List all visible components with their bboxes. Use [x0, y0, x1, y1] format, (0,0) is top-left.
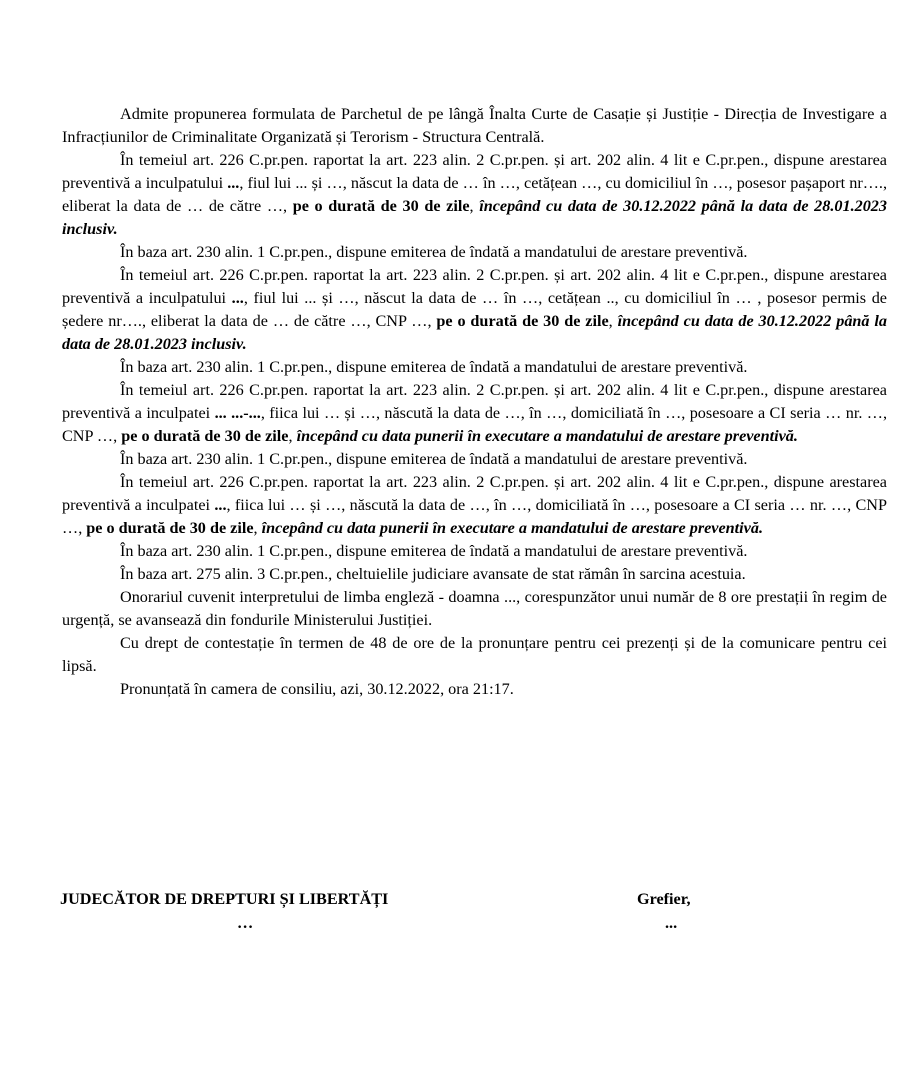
paragraph-text-segment: ,	[608, 312, 618, 330]
ruling-paragraph	[62, 103, 887, 149]
ruling-paragraph	[62, 540, 887, 563]
ruling-paragraph	[62, 379, 887, 448]
ruling-body	[62, 103, 887, 701]
ruling-paragraph	[62, 149, 887, 241]
ruling-paragraph	[62, 586, 887, 632]
paragraph-text-segment: În temeiul art. 226 C.pr.pen. raportat la art. 223 alin. 2 C.pr.pen. și art. 202 alin. 4 lit e C.pr.pen., dispune arestarea preventivă a inculpatului	[62, 151, 887, 192]
paragraph-text-segment: În baza art. 230 alin. 1 C.pr.pen., dispune emiterea de îndată a mandatului de arestare preventivă.	[120, 358, 748, 376]
paragraph-text-segment: ,	[253, 519, 262, 537]
paragraph-text-segment: pe o durată de 30 de zile	[292, 197, 470, 215]
paragraph-text-segment: , fiica lui … și …, născută la data de …, în …, domiciliată în …, posesoare a CI seria … nr. …, CNP …,	[62, 404, 888, 445]
ruling-paragraph	[62, 471, 887, 540]
paragraph-text-segment: începând cu data punerii în executare a mandatului de arestare preventivă.	[296, 427, 798, 445]
paragraph-text-segment: În baza art. 230 alin. 1 C.pr.pen., dispune emiterea de îndată a mandatului de arestare preventivă.	[120, 542, 748, 560]
paragraph-text-segment: În temeiul art. 226 C.pr.pen. raportat la art. 223 alin. 2 C.pr.pen. și art. 202 alin. 4 lit e C.pr.pen., dispune arestarea preventivă a inculpatei	[62, 473, 887, 514]
ruling-paragraph	[62, 678, 887, 701]
paragraph-text-segment: În temeiul art. 226 C.pr.pen. raportat la art. 223 alin. 2 C.pr.pen. și art. 202 alin. 4 lit e C.pr.pen., dispune arestarea preventivă a inculpatei	[62, 381, 887, 422]
paragraph-text-segment: În baza art. 275 alin. 3 C.pr.pen., cheltuielile judiciare avansate de stat rămân în sarcina acestuia.	[120, 565, 746, 583]
ruling-paragraph	[62, 563, 887, 586]
paragraph-text-segment: Onorariul cuvenit interpretului de limba engleză - doamna ..., corespunzător unui număr de 8 ore prestații în regim de urgență, se avansează din fondurile Ministerului Justiției.	[62, 588, 887, 629]
paragraph-text-segment: ,	[288, 427, 297, 445]
paragraph-text-segment: pe o durată de 30 de zile	[121, 427, 289, 445]
ruling-paragraph	[62, 264, 887, 356]
paragraph-text-segment: pe o durată de 30 de zile	[86, 519, 254, 537]
judge-name: …	[237, 914, 254, 932]
paragraph-text-segment: ...	[227, 174, 240, 192]
judge-title: JUDECĂTOR DE DREPTURI ȘI LIBERTĂȚI	[60, 890, 389, 908]
paragraph-text-segment: În temeiul art. 226 C.pr.pen. raportat la art. 223 alin. 2 C.pr.pen. și art. 202 alin. 4 lit e C.pr.pen., dispune arestarea preventivă a inculpatului	[62, 266, 887, 307]
paragraph-text-segment: Admite propunerea formulata de Parchetul de pe lângă Înalta Curte de Casație și Justiție - Direcția de Investigare a Infracțiunilor de Criminalitate Organizată și Terorism - Structura Centrală.	[62, 105, 887, 146]
paragraph-text-segment: începând cu data punerii în executare a mandatului de arestare preventivă.	[261, 519, 764, 537]
paragraph-text-segment: În baza art. 230 alin. 1 C.pr.pen., dispune emiterea de îndată a mandatului de arestare preventivă.	[120, 243, 748, 261]
clerk-title: Grefier,	[637, 890, 691, 908]
clerk-name: ...	[665, 914, 678, 932]
paragraph-text-segment: ...	[214, 496, 227, 514]
paragraph-text-segment: , fiul lui ... și …, născut la data de … în …, cetățean …, cu domiciliul în …, posesor pașaport nr…., eliberat la data de … de către …,	[62, 174, 887, 215]
paragraph-text-segment: ... ...-...	[214, 404, 261, 422]
paragraph-text-segment: Pronunțată în camera de consiliu, azi, 30.12.2022, ora 21:17.	[120, 680, 514, 698]
ruling-paragraph	[62, 448, 887, 471]
ruling-paragraph	[62, 632, 887, 678]
paragraph-text-segment: începând cu data de 30.12.2022 până la data de 28.01.2023 inclusiv.	[62, 197, 887, 238]
paragraph-text-segment: , fiul lui ... și …, născut la data de … în …, cetățean .., cu domiciliul în … , posesor permis de ședere nr…., eliberat la data de … de către …, CNP …,	[62, 289, 887, 330]
paragraph-text-segment: Cu drept de contestație în termen de 48 de ore de la pronunțare pentru cei prezenți și de la comunicare pentru cei lipsă.	[62, 634, 887, 675]
ruling-paragraph	[62, 356, 887, 379]
paragraph-text-segment: ,	[469, 197, 480, 215]
paragraph-text-segment: începând cu data de 30.12.2022 până la data de 28.01.2023 inclusiv.	[62, 312, 887, 353]
paragraph-text-segment: , fiica lui … și …, născută la data de …, în …, domiciliată în …, posesoare a CI seria … nr. …, CNP …,	[62, 496, 887, 537]
paragraph-text-segment: pe o durată de 30 de zile	[436, 312, 609, 330]
ruling-paragraph	[62, 241, 887, 264]
paragraph-text-segment: În baza art. 230 alin. 1 C.pr.pen., dispune emiterea de îndată a mandatului de arestare preventivă.	[120, 450, 748, 468]
paragraph-text-segment: ...	[231, 289, 244, 307]
